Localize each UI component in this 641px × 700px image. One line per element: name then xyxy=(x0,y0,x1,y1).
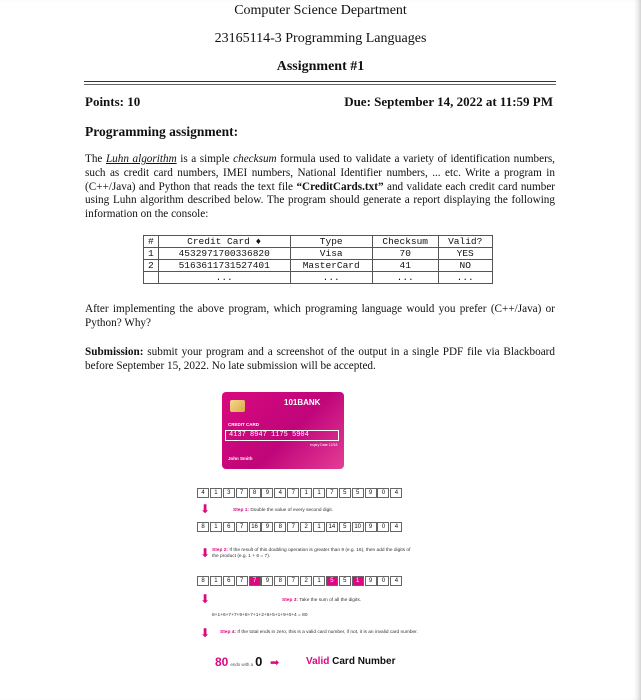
digit-cell: 1 xyxy=(210,488,222,498)
col-header: # xyxy=(144,236,159,248)
digits-row-reduced xyxy=(197,576,403,586)
digit-cell: 1 xyxy=(352,576,364,586)
digit-cell: 4 xyxy=(390,488,402,498)
card-chip-icon xyxy=(230,400,245,412)
arrow-down-icon: ⬇ xyxy=(200,626,211,640)
digit-cell: 8 xyxy=(197,576,209,586)
header-rule-thin xyxy=(84,84,556,85)
col-header: Type xyxy=(290,236,372,248)
digit-cell: 5 xyxy=(326,576,338,586)
table-row: ... ... ... ... xyxy=(144,272,493,284)
col-header: Credit Card ♦ xyxy=(158,236,290,248)
step-4-text: Step 4: If the total ends in zero, this is a valid card number, if not, it is an invalid card number. xyxy=(220,630,418,635)
card-bank-name: 101BANK xyxy=(284,398,321,407)
valid-card-label: Valid Card Number xyxy=(306,656,396,667)
digit-cell: 7 xyxy=(249,576,261,586)
points-label: Points: 10 xyxy=(85,94,141,109)
card-expiry: expiry Date 12/18 xyxy=(310,443,338,447)
due-date: Due: September 14, 2022 at 11:59 PM xyxy=(344,94,553,109)
final-result xyxy=(215,654,262,669)
assignment-description: The Luhn algorithm is a simple checksum formula used to validate a variety of identification numbers, such as credit card numbers, IMEI numbers, National Identifier numbers, ... etc. Write a program in (C++/Java) and Python that reads the text file “CreditCards.txt” and validate each credit card number using Luhn algorithm described below. The program should generate a report displaying the following information on the console: xyxy=(85,153,556,221)
header-rule xyxy=(84,81,556,82)
digit-cell: 16 xyxy=(249,522,261,532)
final-value: 80 xyxy=(215,655,229,669)
digit-cell: 5 xyxy=(339,488,351,498)
digit-cell: 9 xyxy=(261,522,273,532)
credit-card-illustration xyxy=(222,392,344,469)
digit-cell: 8 xyxy=(274,522,286,532)
card-number: 4137 8947 1175 5904 xyxy=(225,430,339,441)
course-title: 23165114-3 Programming Languages xyxy=(214,31,427,46)
digit-cell: 6 xyxy=(223,522,235,532)
digit-cell: 6 xyxy=(223,576,235,586)
step-2-text: Step 2: If the result of this doubling operation is greater than 9 (e.g. 16), then add the digits of the product (e.g. 1 + 6 = 7). xyxy=(212,548,411,560)
card-holder-name: John Smith xyxy=(228,456,253,461)
digit-cell: 10 xyxy=(352,522,364,532)
digit-cell: 8 xyxy=(249,488,261,498)
digits-row-doubled xyxy=(197,522,403,532)
digit-cell: 2 xyxy=(300,522,312,532)
final-ends-with: ends with a xyxy=(230,662,254,667)
col-header: Valid? xyxy=(438,236,492,248)
section-title: Programming assignment: xyxy=(85,124,239,139)
digit-cell: 4 xyxy=(390,522,402,532)
question-paragraph: After implementing the above program, which programing language would you prefer (C++/Java) or Python? Why? xyxy=(85,303,555,329)
arrow-down-icon: ⬇ xyxy=(200,502,211,516)
final-zero: 0 xyxy=(255,654,263,669)
digit-cell: 8 xyxy=(274,576,286,586)
digit-cell: 7 xyxy=(236,522,248,532)
digit-cell: 2 xyxy=(300,576,312,586)
card-type: CREDIT CARD xyxy=(228,422,259,427)
submission-paragraph: Submission: submit your program and a screenshot of the output in a single PDF file via Blackboard before September 15, 2022. No late submission will be accepted. xyxy=(85,346,555,372)
digit-cell: 7 xyxy=(287,488,299,498)
digit-cell: 4 xyxy=(390,576,402,586)
report-table xyxy=(143,235,493,284)
luhn-algorithm-link: Luhn algorithm xyxy=(105,153,177,165)
digit-cell: 8 xyxy=(197,522,209,532)
step-3-text: Step 3: Take the sum of all the digits. xyxy=(282,598,362,603)
col-header: Checksum xyxy=(372,236,438,248)
arrow-down-icon: ⬇ xyxy=(200,592,211,606)
table-row: 1 4532971700336820 Visa 70 YES xyxy=(144,248,493,260)
digit-cell: 3 xyxy=(223,488,235,498)
table-header-row xyxy=(144,236,493,248)
digit-cell: 7 xyxy=(236,576,248,586)
digit-cell: 7 xyxy=(236,488,248,498)
sum-expression: 8+1+6+7+7+9+8+7+1+2+5+5+1+9+0+4 = 80 xyxy=(212,613,308,618)
digit-cell: 9 xyxy=(261,576,273,586)
digit-cell: 9 xyxy=(261,488,273,498)
digit-cell: 1 xyxy=(313,576,325,586)
digit-cell: 1 xyxy=(313,522,325,532)
digit-cell: 0 xyxy=(377,576,389,586)
digit-cell: 7 xyxy=(287,576,299,586)
digit-cell: 5 xyxy=(352,488,364,498)
arrow-down-icon: ⬇ xyxy=(200,546,211,560)
digit-cell: 9 xyxy=(365,576,377,586)
digit-cell: 1 xyxy=(300,488,312,498)
digits-row-original xyxy=(197,488,403,498)
digit-cell: 9 xyxy=(365,522,377,532)
digit-cell: 1 xyxy=(210,576,222,586)
digit-cell: 4 xyxy=(274,488,286,498)
arrow-right-icon: ➡ xyxy=(270,656,280,669)
table-row: 2 5163611731527401 MasterCard 41 NO xyxy=(144,260,493,272)
digit-cell: 1 xyxy=(313,488,325,498)
digit-cell: 4 xyxy=(197,488,209,498)
digit-cell: 9 xyxy=(365,488,377,498)
digit-cell: 1 xyxy=(210,522,222,532)
digit-cell: 0 xyxy=(377,522,389,532)
department-title: Computer Science Department xyxy=(234,3,407,18)
digit-cell: 14 xyxy=(326,522,338,532)
digit-cell: 7 xyxy=(287,522,299,532)
digit-cell: 5 xyxy=(339,522,351,532)
digit-cell: 7 xyxy=(326,488,338,498)
digit-cell: 0 xyxy=(377,488,389,498)
filename: “CreditCards.txt” xyxy=(296,180,384,193)
step-1-text: Step 1: Double the value of every second digit. xyxy=(233,508,333,513)
digit-cell: 5 xyxy=(339,576,351,586)
assignment-title: Assignment #1 xyxy=(276,59,365,74)
